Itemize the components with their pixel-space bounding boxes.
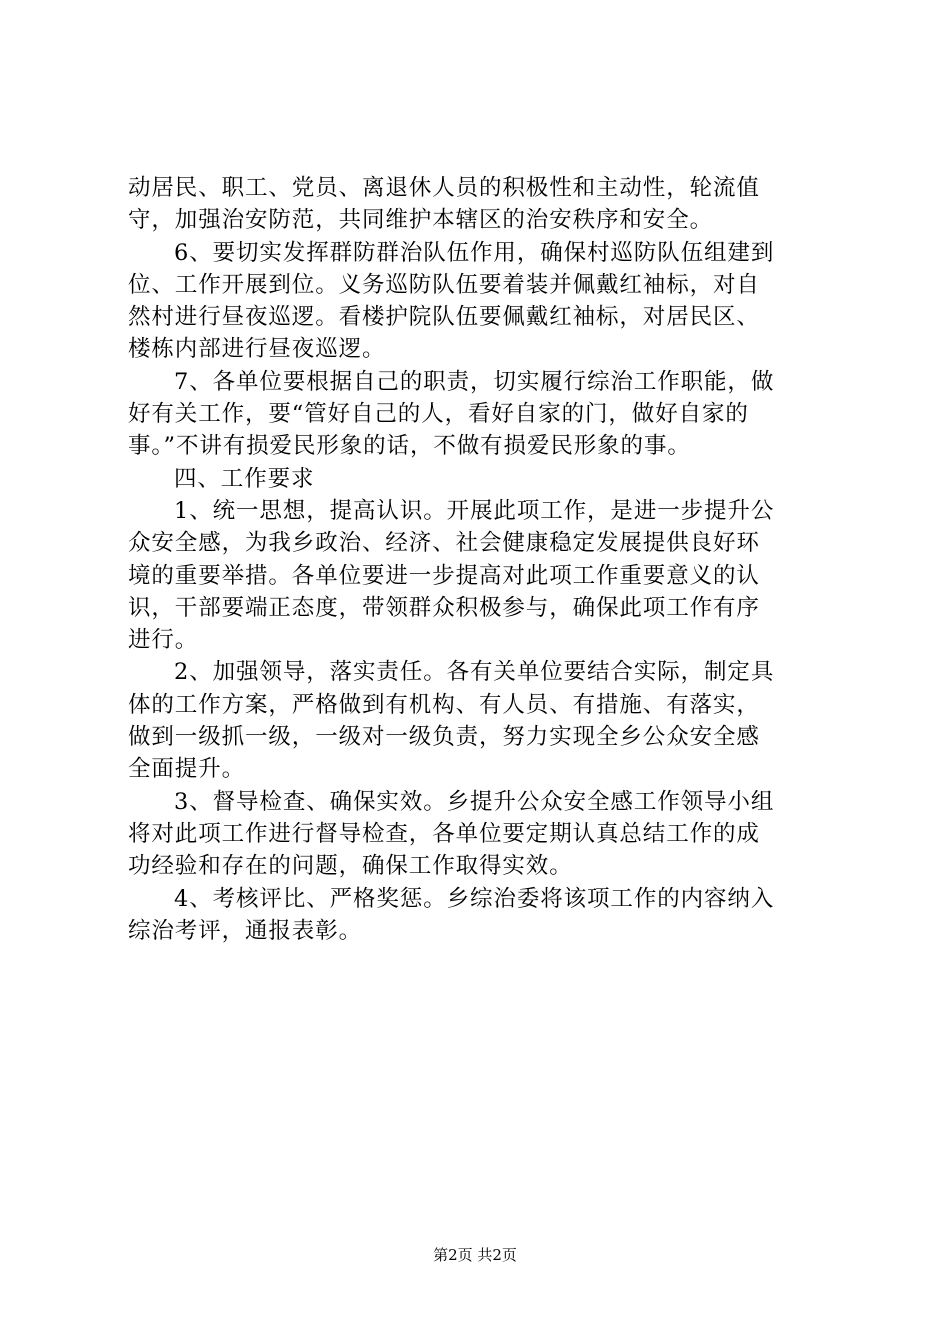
document-body bbox=[128, 172, 824, 947]
text-line: 4、考核评比、严格奖惩。乡综治委将该项工作的内容纳入 bbox=[174, 885, 775, 912]
text-line: 进行。 bbox=[128, 627, 199, 654]
text-line: 位、工作开展到位。义务巡防队伍要着装并佩戴红袖标，对自 bbox=[128, 271, 760, 298]
text-line: 2、加强领导，落实责任。各有关单位要结合实际，制定具 bbox=[174, 659, 775, 686]
text-line: 众安全感，为我乡政治、经济、社会健康稳定发展提供良好环 bbox=[128, 530, 760, 557]
text-line: 识，干部要端正态度，带领群众积极参与，确保此项工作有序 bbox=[128, 594, 760, 621]
text-line: 体的工作方案，严格做到有机构、有人员、有措施、有落实， bbox=[128, 691, 760, 718]
text-line: 6、要切实发挥群防群治队伍作用，确保村巡防队伍组建到 bbox=[174, 239, 775, 266]
page-footer: 第2页 共2页 bbox=[433, 1246, 517, 1264]
text-line: 3、督导检查、确保实效。乡提升公众安全感工作领导小组 bbox=[174, 788, 775, 815]
text-line: 综治考评，通报表彰。 bbox=[128, 917, 363, 944]
text-line: 将对此项工作进行督导检查，各单位要定期认真总结工作的成 bbox=[128, 820, 760, 847]
text-line: 楼栋内部进行昼夜巡逻。 bbox=[128, 336, 386, 363]
text-line: 全面提升。 bbox=[128, 756, 246, 783]
text-line: 事。”不讲有损爱民形象的话，不做有损爱民形象的事。 bbox=[128, 433, 691, 460]
text-line: 做到一级抓一级，一级对一级负责，努力实现全乡公众安全感 bbox=[128, 724, 760, 751]
text-line: 境的重要举措。各单位要进一步提高对此项工作重要意义的认 bbox=[128, 562, 760, 589]
text-line: 守，加强治安防范，共同维护本辖区的治安秩序和安全。 bbox=[128, 207, 714, 234]
text-line: 动居民、职工、党员、离退休人员的积极性和主动性，轮流值 bbox=[128, 175, 760, 201]
text-line: 好有关工作，要“管好自己的人，看好自家的门，做好自家的 bbox=[128, 401, 749, 428]
text-line: 7、各单位要根据自己的职责，切实履行综治工作职能，做 bbox=[174, 368, 775, 395]
text-line: 四、工作要求 bbox=[174, 465, 315, 492]
text-line: 功经验和存在的问题，确保工作取得实效。 bbox=[128, 853, 573, 880]
text-line: 1、统一思想，提高认识。开展此项工作，是进一步提升公 bbox=[174, 497, 775, 524]
text-line: 然村进行昼夜巡逻。看楼护院队伍要佩戴红袖标，对居民区、 bbox=[128, 304, 760, 331]
